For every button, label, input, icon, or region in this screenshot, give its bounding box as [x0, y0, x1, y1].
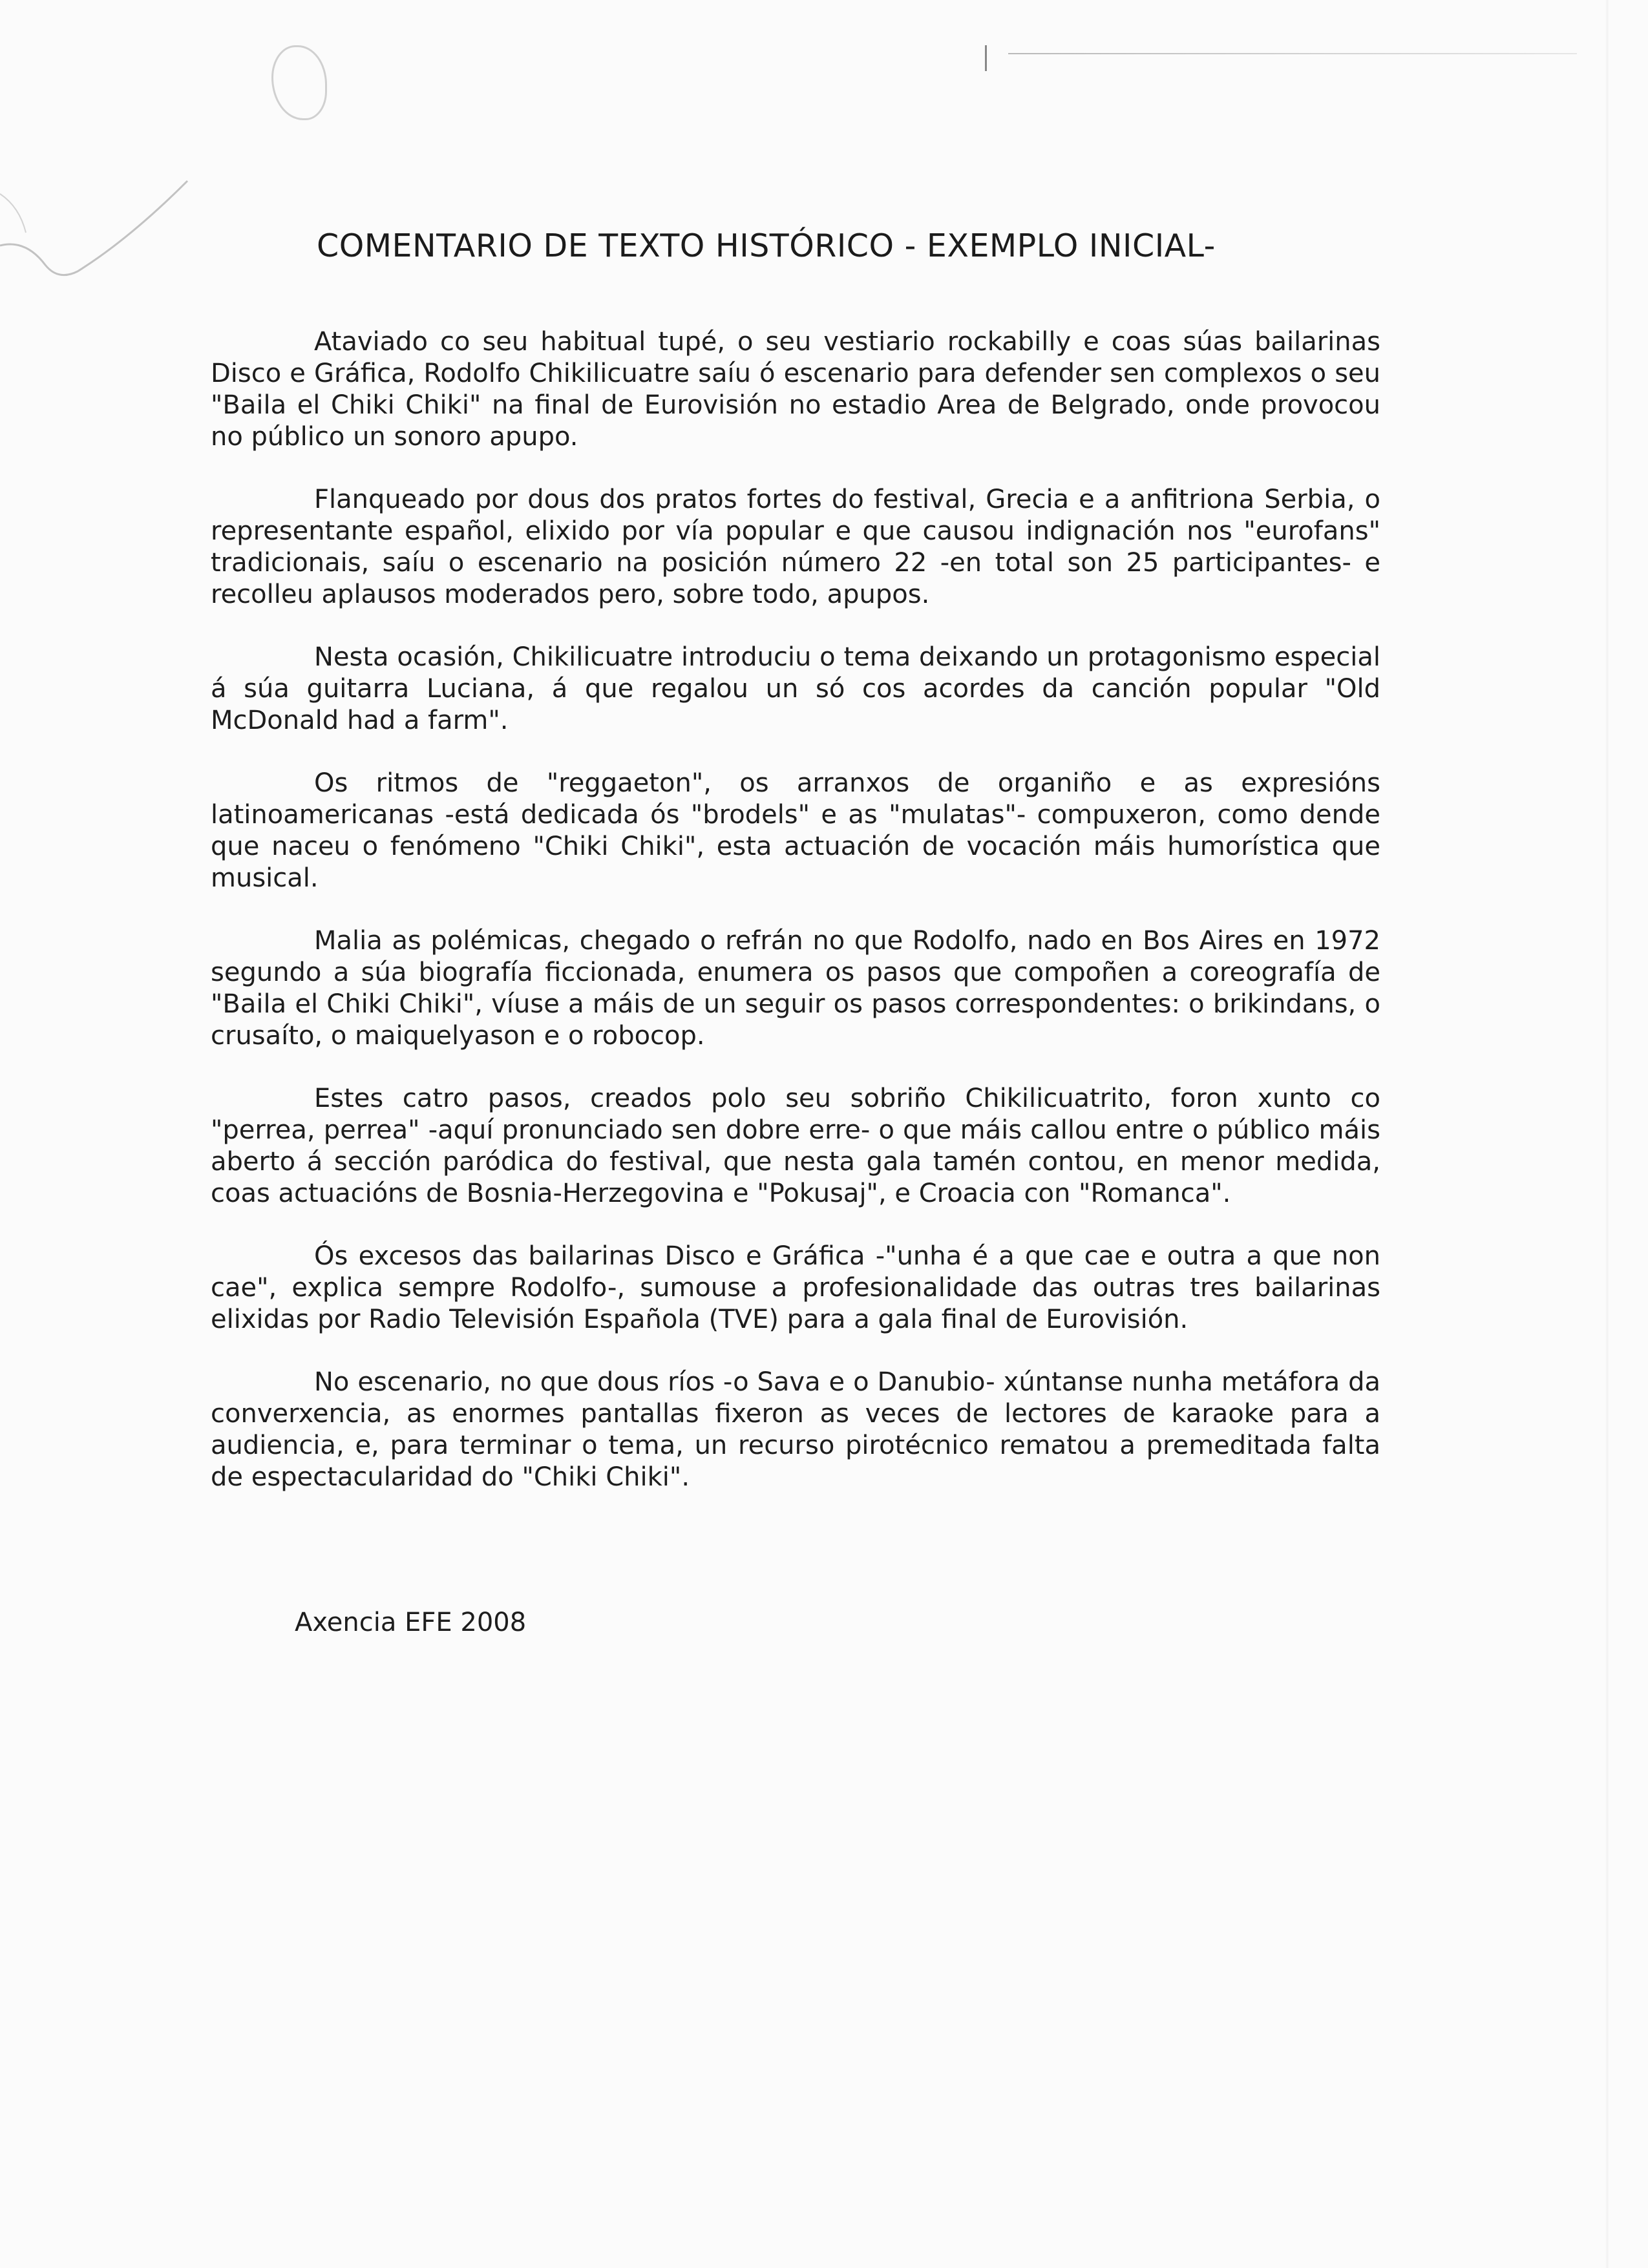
- paragraph-7: Ós excesos das bailarinas Disco e Gráfica -"unha é a que cae e outra a que non cae", explica sempre Rodolfo-, sumouse a profesionalidade das outras tres bailarinas elixidas por Radio Televisión Española (TVE) para a gala final de Eurovisión.: [211, 1241, 1380, 1334]
- source-attribution: Axencia EFE 2008: [295, 1608, 527, 1637]
- paragraph-3: Nesta ocasión, Chikilicuatre introduciu o tema deixando un protagonismo especial á súa guitarra Luciana, á que regalou un só cos acordes da canción popular "Old McDonald had a farm".: [211, 642, 1380, 735]
- scan-tick-mark: [985, 45, 987, 71]
- scan-edge-shadow: [1605, 0, 1609, 2268]
- scan-corner-fold-mark: [0, 168, 194, 317]
- scan-smudge-mark: [271, 45, 327, 120]
- paragraph-5: Malia as polémicas, chegado o refrán no que Rodolfo, nado en Bos Aires en 1972 segundo a súa biografía ficcionada, enumera os pasos que compoñen a coreografía de "Baila el Chiki Chiki", víuse a máis de un seguir os pasos correspondentes: o brikindans, o crusaíto, o maiquelyason e o robocop.: [211, 926, 1380, 1051]
- document-title: COMENTARIO DE TEXTO HISTÓRICO - EXEMPLO INICIAL-: [317, 227, 1216, 264]
- paragraph-6: Estes catro pasos, creados polo seu sobriño Chikilicuatrito, foron xunto co "perrea, perrea" -aquí pronunciado sen dobre erre- o que máis callou entre o público máis aberto á sección paródica do festival, que nesta gala tamén contou, en menor medida, coas actuacións de Bosnia-Herzegovina e "Pokusaj", e Croacia con "Romanca".: [211, 1084, 1380, 1208]
- paragraph-2: Flanqueado por dous dos pratos fortes do festival, Grecia e a anfitriona Serbia, o representante español, elixido por vía popular e que causou indignación nos "eurofans" tradicionais, saíu o escenario na posición número 22 -en total son 25 participantes- e recolleu aplausos moderados pero, sobre todo, apupos.: [211, 485, 1380, 609]
- paragraph-4: Os ritmos de "reggaeton", os arranxos de organiño e as expresións latinoamericanas -está dedicada ós "brodels" e as "mulatas"- compuxeron, como dende que naceu o fenómeno "Chiki Chiki", esta actuación de vocación máis humorística que musical.: [211, 768, 1380, 893]
- paragraph-8: No escenario, no que dous ríos -o Sava e o Danubio- xúntanse nunha metáfora da converxencia, as enormes pantallas fixeron as veces de lectores de karaoke para a audiencia, e, para terminar o tema, un recurso pirotécnico rematou a premeditada falta de espectacularidad do "Chiki Chiki".: [211, 1367, 1380, 1492]
- scan-top-line: [1008, 53, 1577, 54]
- paragraph-1: Ataviado co seu habitual tupé, o seu vestiario rockabilly e coas súas bailarinas Disco e Gráfica, Rodolfo Chikilicuatre saíu ó escenario para defender sen complexos o seu "Baila el Chiki Chiki" na final de Eurovisión no estadio Area de Belgrado, onde provocou no público un sonoro apupo.: [211, 327, 1380, 452]
- document-body: [211, 326, 1380, 1524]
